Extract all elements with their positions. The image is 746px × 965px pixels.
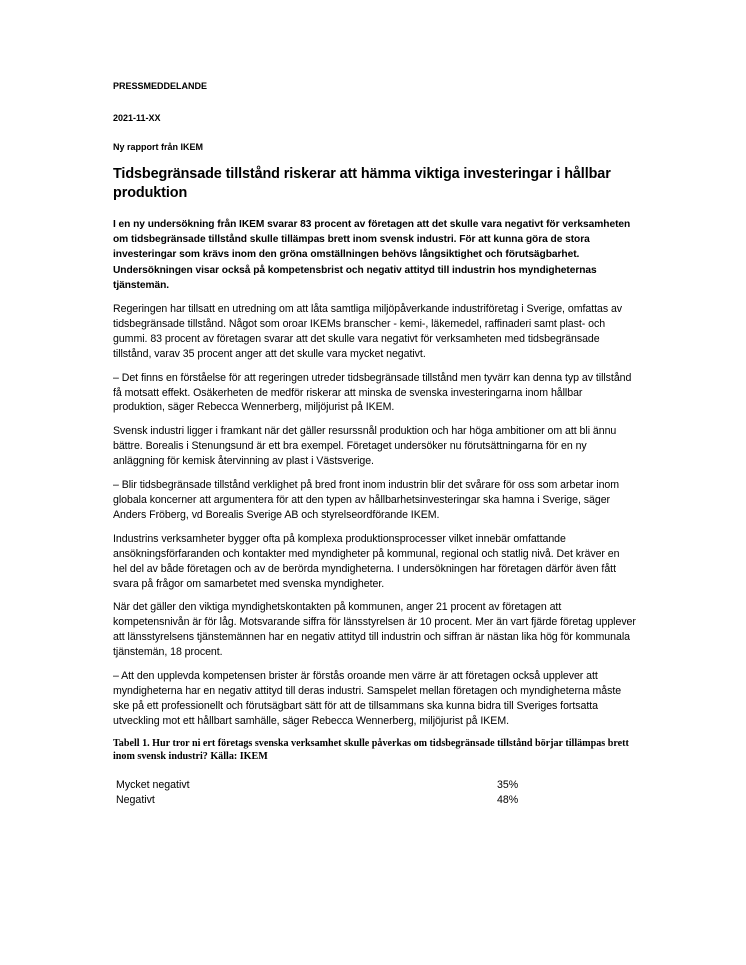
body-paragraph: Regeringen har tillsatt en utredning om att låta samtliga miljöpåverkande industriföretag i Sverige, omfattas av tidsbegränsade tillstånd. Något som oroar IKEMs branscher - kemi-, läkemedel, raffinaderi samt plast- och gummi. 83 procent av företagen svarar att det skulle vara negativt för verksamheten med tidsbegränsade tillstånd, varav 35 procent anger att det skulle vara mycket negativt. <box>113 303 623 360</box>
survey-table <box>116 778 518 808</box>
table-cell-value: 35% <box>497 778 519 791</box>
intro-paragraph: I en ny undersökning från IKEM svarar 83 procent av företagen att det skulle vara negativt för verksamheten om tidsbegränsade tillstånd skulle tillämpas brett inom svensk industri. För att kunna göra de stora investeringar som krävs inom den gröna omställningen behövs långsiktighet och förutsägbarhet. Undersökningen visar också på kompetensbrist och negativ attityd till industrin hos myndigheternas tjänstemän. <box>113 219 631 291</box>
table-cell-label: Negativt <box>116 793 155 806</box>
quote-paragraph: – Det finns en förståelse för att regeringen utreder tidsbegränsade tillstånd men tyvärr kan denna typ av tillstånd få motsatt effekt. Osäkerheten de medför riskerar att minska de svenska investeringarna inom hållbar produktion, säger Rebecca Wennerberg, miljöjurist på IKEM. <box>113 371 632 414</box>
body-paragraph: Industrins verksamheter bygger ofta på komplexa produktionsprocesser vilket innebär omfattande ansökningsförfaranden och kontakter med myndigheter på kommunal, regional och statlig nivå. Det kräver en hel del av både företagen och av de berörda myndigheterna. I undersökningen har företagen därför även fått svara på frågor om samarbetet med svenska myndigheter. <box>113 532 620 590</box>
quote-paragraph: – Att den upplevda kompetensen brister är förstås oroande men värre är att företagen också upplever att myndigheterna har en negativ attityd till deras industri. Samspelet mellan företagen och myndigheterna måste ske på ett professionellt och förutsägbart sätt för att de tillsammans ska kunna bidra till Sveriges fortsatta utveckling mot ett hållbart samhälle, säger Rebecca Wennerberg, miljöjurist på IKEM. <box>113 670 622 727</box>
body-paragraph: När det gäller den viktiga myndighetskontakten på kommunen, anger 21 procent av företagen att kompetensnivån är för låg. Motsvarande siffra för länsstyrelsen är 10 procent. Mer än vart fjärde företag upplever att länsstyrelsens tjänstemännen har en negativ attityd till industrin och siffran är nästan lika hög för kommunala tjänstemän, 18 procent. <box>113 601 636 659</box>
table-caption: Tabell 1. Hur tror ni ert företags svenska verksamhet skulle påverkas om tidsbegränsade tillstånd börjar tillämpas brett inom svensk industri? Källa: IKEM <box>113 737 629 763</box>
document-title: Tidsbegränsade tillstånd riskerar att hämma viktiga investeringar i hållbar produktion <box>113 166 611 201</box>
quote-paragraph: – Blir tidsbegränsade tillstånd verklighet på bred front inom industrin blir det svårare för oss som arbetar inom globala koncerner att argumentera för att den typen av hållbarhetsinvesteringar ska hamna i Sverige, säger Anders Fröberg, vd Borealis Sverige AB och styrelseordförande IKEM. <box>113 479 620 521</box>
table-cell-value: 48% <box>497 793 519 806</box>
document-type-label: PRESSMEDDELANDE <box>113 81 208 91</box>
table-row <box>116 778 518 793</box>
table-row <box>116 793 518 808</box>
document-kicker: Ny rapport från IKEM <box>113 142 204 152</box>
body-paragraph: Svensk industri ligger i framkant när det gäller resurssnål produktion och har höga ambitioner om att bli ännu bättre. Borealis i Stenungsund är ett bra exempel. Företaget undersöker nu förutsättningarna för en ny anläggning för kemisk återvinning av plast i Västsverige. <box>113 425 617 468</box>
table-cell-label: Mycket negativt <box>116 778 190 791</box>
document-date: 2021-11-XX <box>113 113 161 123</box>
